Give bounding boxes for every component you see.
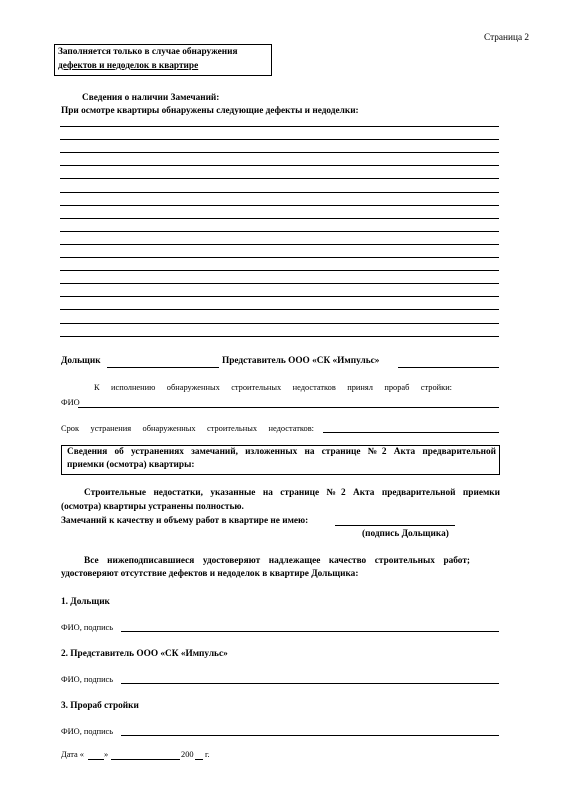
- dolshchik-label: Дольщик: [61, 356, 101, 366]
- remark-line[interactable]: [60, 257, 499, 258]
- elimination-text-line-3: Замечаний к качеству и объему работ в квартире не имею:: [61, 516, 309, 526]
- remark-line[interactable]: [60, 231, 499, 232]
- remark-line[interactable]: [60, 126, 499, 127]
- signer-1-fio-label: ФИО, подпись: [61, 623, 114, 632]
- elimination-text-line-2: (осмотра) квартиры устранены полностью.: [61, 502, 244, 512]
- fio-label: ФИО: [61, 398, 80, 407]
- signer-2-title: 2. Представитель ООО «СК «Импульс»: [61, 649, 228, 659]
- date-year-line[interactable]: [195, 759, 203, 760]
- certify-line-1: Все нижеподписавшиеся удостоверяют надлежащее качество строительных работ;: [84, 556, 470, 566]
- deadline-line[interactable]: [323, 432, 499, 433]
- signer-1-title: 1. Дольщик: [61, 597, 110, 607]
- remark-line[interactable]: [60, 323, 499, 324]
- remarks-subtitle: При осмотре квартиры обнаружены следующие дефекты и недоделки:: [61, 106, 359, 116]
- notice-line-1: Заполняется только в случае обнаружения: [58, 47, 238, 57]
- remark-line[interactable]: [60, 205, 499, 206]
- signer-3-title: 3. Прораб стройки: [61, 701, 139, 711]
- remarks-title: Сведения о наличии Замечаний:: [82, 93, 220, 103]
- notice-line-2: дефектов и недоделок в квартире: [58, 61, 199, 71]
- signer-2-fio-label: ФИО, подпись: [61, 675, 114, 684]
- remark-line[interactable]: [60, 152, 499, 153]
- representative-label: Представитель ООО «СК «Импульс»: [222, 356, 380, 366]
- date-suffix: г.: [205, 750, 210, 759]
- remark-line[interactable]: [60, 139, 499, 140]
- signer-2-fio-line[interactable]: [121, 683, 499, 684]
- date-year: 200: [181, 750, 194, 759]
- certify-line-2: удостоверяют отсутствие дефектов и недоделок в квартире Дольщика:: [61, 569, 359, 579]
- foreman-fio-line[interactable]: [78, 407, 499, 408]
- remark-line[interactable]: [60, 218, 499, 219]
- remark-line[interactable]: [60, 296, 499, 297]
- remark-line[interactable]: [60, 309, 499, 310]
- remark-line[interactable]: [60, 244, 499, 245]
- representative-signature-line[interactable]: [398, 367, 499, 368]
- date-month-line[interactable]: [111, 759, 180, 760]
- dolshchik-confirm-signature-line[interactable]: [335, 525, 455, 526]
- remark-line[interactable]: [60, 336, 499, 337]
- remark-line[interactable]: [60, 165, 499, 166]
- signer-1-fio-line[interactable]: [121, 631, 499, 632]
- remark-line[interactable]: [60, 270, 499, 271]
- remark-line[interactable]: [60, 283, 499, 284]
- date-label: Дата «: [61, 750, 84, 759]
- elimination-box-line-2: приемки (осмотра) квартиры:: [67, 460, 195, 470]
- page-number: Страница 2: [484, 33, 530, 43]
- elimination-text-line-1: Строительные недостатки, указанные на странице №2 Акта предварительной приемки: [84, 488, 500, 498]
- accepted-text: К исполнению обнаруженных строительных недостатков принял прораб стройки:: [94, 383, 452, 392]
- remark-line[interactable]: [60, 192, 499, 193]
- dolshchik-signature-line[interactable]: [107, 367, 219, 368]
- deadline-text: Срок устранения обнаруженных строительных недостатков:: [61, 424, 314, 433]
- remark-line[interactable]: [60, 178, 499, 179]
- date-close-quote: »: [104, 750, 109, 759]
- signer-3-fio-line[interactable]: [121, 735, 499, 736]
- signature-caption: (подпись Дольщика): [362, 529, 449, 539]
- signer-3-fio-label: ФИО, подпись: [61, 727, 114, 736]
- elimination-box-line-1: Сведения об устранениях замечаний, изложенных на странице №2 Акта предварительной: [67, 447, 496, 457]
- date-day-line[interactable]: [88, 759, 104, 760]
